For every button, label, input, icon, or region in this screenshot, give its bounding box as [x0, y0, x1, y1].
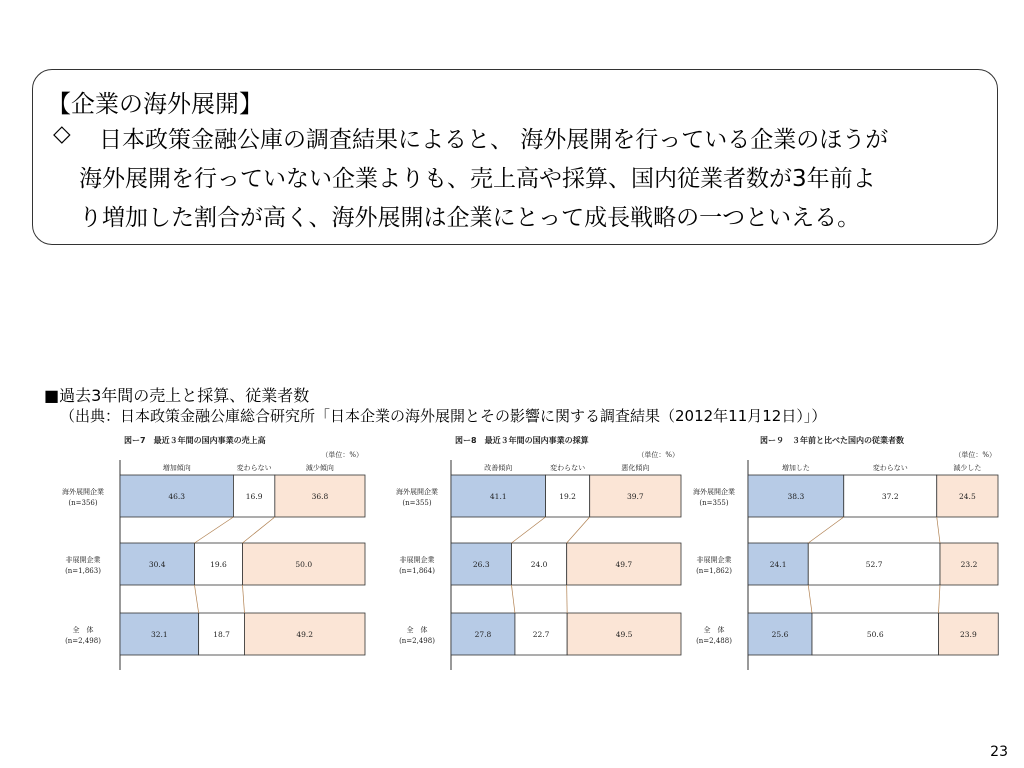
section-title: ■過去3年間の売上と採算、従業者数 — [44, 386, 310, 405]
chart-unit: （単位：%） — [954, 451, 996, 459]
connector-line — [808, 517, 844, 543]
data-label: 30.4 — [148, 560, 166, 569]
row-label: 海外展開企業 — [396, 488, 438, 496]
data-label: 32.1 — [150, 630, 168, 639]
row-n-label: (n=2,498) — [399, 637, 435, 645]
row-n-label: (n=1,863) — [65, 567, 101, 575]
data-label: 49.2 — [296, 630, 314, 639]
chart-unit: （単位：%） — [321, 451, 363, 459]
row-label: 全 体 — [406, 626, 428, 634]
data-label: 39.7 — [626, 492, 644, 501]
connector-line — [243, 517, 275, 543]
data-label: 38.3 — [787, 492, 805, 501]
data-label: 27.8 — [474, 630, 492, 639]
row-n-label: (n=2,488) — [696, 637, 732, 645]
data-label: 52.7 — [865, 560, 883, 569]
chart-profitability — [385, 430, 685, 675]
data-label: 19.2 — [559, 492, 576, 501]
data-label: 24.1 — [769, 560, 787, 569]
callout-heading: 【企業の海外展開】 — [47, 90, 263, 118]
segment-label: 悪化傾向 — [621, 464, 650, 472]
summary-callout — [32, 69, 998, 245]
diamond-bullet-icon: ◇ — [53, 121, 71, 147]
row-n-label: (n=2,498) — [65, 637, 101, 645]
connector-line — [194, 585, 198, 613]
segment-label: 改善傾向 — [484, 464, 513, 472]
data-label: 24.0 — [530, 560, 548, 569]
connector-line — [194, 517, 233, 543]
data-label: 50.0 — [295, 560, 313, 569]
callout-line-1: 日本政策金融公庫の調査結果によると、 海外展開を行っている企業のほうが — [99, 127, 889, 153]
row-label: 海外展開企業 — [62, 488, 104, 496]
connector-line — [808, 585, 812, 613]
connector-line — [511, 585, 514, 613]
connector-line — [939, 585, 941, 613]
row-label: 海外展開企業 — [693, 488, 735, 496]
row-label: 全 体 — [703, 626, 725, 634]
row-n-label: (n=355) — [402, 499, 432, 507]
data-label: 19.6 — [210, 560, 227, 569]
chart-sales — [50, 430, 370, 675]
callout-line-3: り増加した割合が高く、海外展開は企業にとって成長戦略の一つといえる。 — [79, 205, 861, 231]
segment-label: 増加した — [781, 464, 810, 472]
data-label: 41.1 — [489, 492, 507, 501]
chart-employees — [680, 430, 1002, 675]
row-n-label: (n=356) — [68, 499, 98, 507]
row-label: 非展開企業 — [65, 556, 101, 564]
data-label: 25.6 — [771, 630, 789, 639]
chart-title: 図ー９ ３年前と比べた国内の従業者数 — [760, 436, 904, 445]
data-label: 26.3 — [472, 560, 490, 569]
connector-line — [937, 517, 940, 543]
chart-title: 図ー8 最近３年間の国内事業の採算 — [455, 436, 589, 445]
connector-line — [243, 585, 245, 613]
segment-label: 変わらない — [236, 464, 272, 472]
data-label: 36.8 — [311, 492, 329, 501]
row-label: 非展開企業 — [399, 556, 435, 564]
segment-label: 減少傾向 — [305, 464, 334, 472]
connector-line — [511, 517, 545, 543]
data-label: 24.5 — [959, 492, 976, 501]
chart-unit: （単位：%） — [637, 451, 679, 459]
connector-line — [567, 517, 590, 543]
row-n-label: (n=1,862) — [696, 567, 732, 575]
row-label: 全 体 — [72, 626, 94, 634]
segment-label: 増加傾向 — [162, 464, 191, 472]
page-number: 23 — [990, 744, 1008, 760]
data-label: 23.9 — [960, 630, 977, 639]
segment-label: 変わらない — [872, 464, 908, 472]
data-label: 16.9 — [245, 492, 263, 501]
data-label: 50.6 — [866, 630, 884, 639]
data-label: 23.2 — [960, 560, 978, 569]
data-label: 37.2 — [881, 492, 899, 501]
section-source: （出典：日本政策金融公庫総合研究所「日本企業の海外展開とその影響に関する調査結果（2012年11月12日）」） — [60, 407, 827, 425]
row-n-label: (n=1,864) — [399, 567, 435, 575]
chart-title: 図ー7 最近３年間の国内事業の売上高 — [124, 436, 266, 445]
data-label: 46.3 — [168, 492, 186, 501]
segment-label: 減少した — [953, 464, 982, 472]
row-label: 非展開企業 — [696, 556, 732, 564]
row-n-label: (n=355) — [699, 499, 729, 507]
callout-line-2: 海外展開を行っていない企業よりも、売上高や採算、国内従業者数が3年前よ — [79, 166, 876, 192]
data-label: 22.7 — [532, 630, 550, 639]
data-label: 49.7 — [615, 560, 633, 569]
data-label: 49.5 — [615, 630, 633, 639]
segment-label: 変わらない — [550, 464, 586, 472]
data-label: 18.7 — [213, 630, 230, 639]
